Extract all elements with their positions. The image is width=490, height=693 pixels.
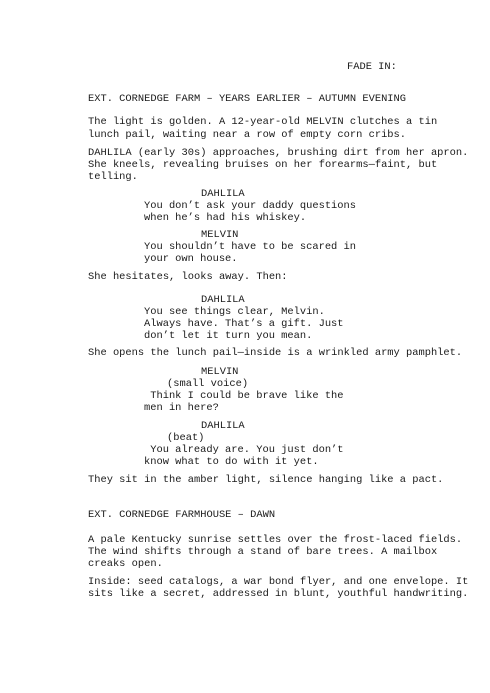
action-line: telling.	[88, 171, 138, 183]
parenthetical: (beat)	[167, 432, 205, 444]
character-cue: DAHLILA	[201, 294, 245, 306]
scene-heading: EXT. CORNEDGE FARMHOUSE – DAWN	[88, 509, 276, 521]
action-line: lunch pail, waiting near a row of empty corn cribs.	[88, 129, 407, 141]
action-line: DAHLILA (early 30s) approaches, brushing dirt from her apron.	[88, 147, 469, 159]
action-line: The light is golden. A 12-year-old MELVIN clutches a tin	[88, 116, 438, 128]
parenthetical: (small voice)	[167, 378, 249, 390]
dialogue-line: You shouldn’t have to be scared in	[144, 241, 357, 253]
character-cue: MELVIN	[201, 366, 239, 378]
dialogue-line: Always have. That’s a gift. Just	[144, 318, 344, 330]
dialogue-line: You don’t ask your daddy questions	[144, 200, 357, 212]
character-cue: MELVIN	[201, 229, 239, 241]
scene-heading: EXT. CORNEDGE FARM – YEARS EARLIER – AUTUMN EVENING	[88, 93, 407, 105]
dialogue-line: You see things clear, Melvin.	[144, 306, 325, 318]
dialogue-line: when he’s had his whiskey.	[144, 212, 307, 224]
action-line: She hesitates, looks away. Then:	[88, 271, 288, 283]
dialogue-line: know what to do with it yet.	[144, 456, 319, 468]
action-line: sits like a secret, addressed in blunt, youthful handwriting.	[88, 588, 469, 600]
action-line: She kneels, revealing bruises on her forearms—faint, but	[88, 159, 438, 171]
action-line: A pale Kentucky sunrise settles over the frost-laced fields.	[88, 534, 463, 546]
transition-fade-in: FADE IN:	[347, 61, 397, 73]
dialogue-line: men in here?	[144, 402, 219, 414]
action-line: The wind shifts through a stand of bare trees. A mailbox	[88, 546, 438, 558]
action-line: They sit in the amber light, silence hanging like a pact.	[88, 474, 444, 486]
action-line: She opens the lunch pail—inside is a wrinkled army pamphlet.	[88, 347, 463, 359]
dialogue-line: You already are. You just don’t	[144, 444, 344, 456]
dialogue-line: your own house.	[144, 253, 238, 265]
dialogue-line: don’t let it turn you mean.	[144, 330, 313, 342]
dialogue-line: Think I could be brave like the	[144, 390, 344, 402]
action-line: creaks open.	[88, 558, 163, 570]
action-line: Inside: seed catalogs, a war bond flyer, and one envelope. It	[88, 576, 469, 588]
character-cue: DAHLILA	[201, 188, 245, 200]
character-cue: DAHLILA	[201, 420, 245, 432]
